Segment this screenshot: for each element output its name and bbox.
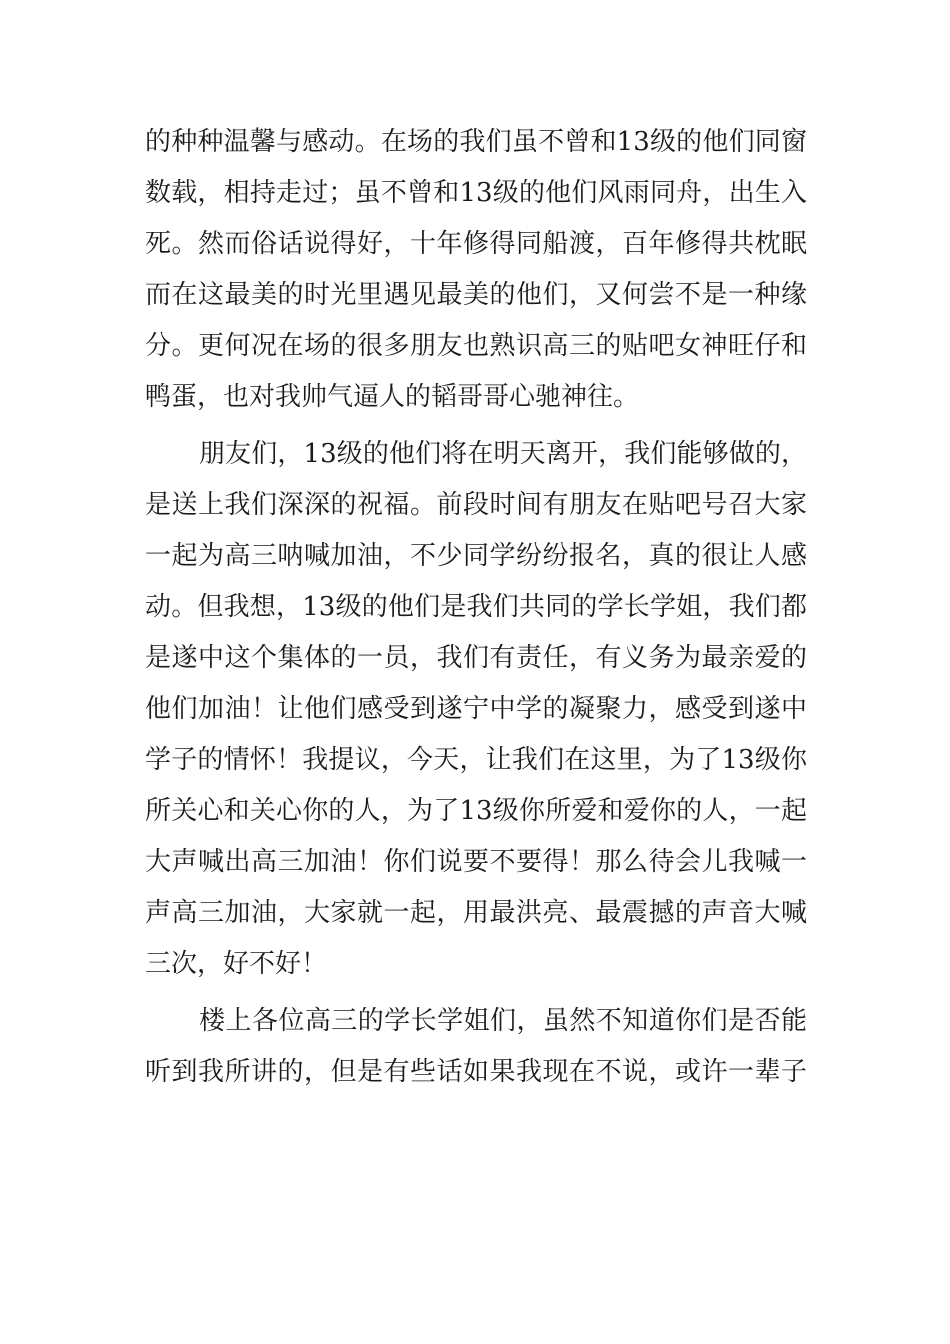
text-line: 声高三加油，大家就一起，用最洪亮、最震撼的声音大喊 — [145, 898, 807, 928]
text-line: 他们加油！让他们感受到遂宁中学的凝聚力，感受到遂中 — [145, 694, 807, 724]
text-line: 鸭蛋，也对我帅气逼人的韬哥哥心驰神往。 — [145, 382, 640, 412]
text-line: 死。然而俗话说得好，十年修得同船渡，百年修得共枕眠 — [145, 229, 807, 259]
paragraph-3 — [145, 996, 807, 1098]
paragraph-2 — [145, 429, 807, 990]
text-line: 动。但我想，13级的他们是我们共同的学长学姐，我们都 — [145, 592, 807, 622]
text-line: 数载，相持走过；虽不曾和13级的他们风雨同舟，出生入 — [145, 178, 807, 208]
text-line: 一起为高三呐喊加油，不少同学纷纷报名，真的很让人感 — [145, 541, 807, 571]
document-body — [145, 117, 807, 1098]
text-line: 学子的情怀！我提议，今天，让我们在这里，为了13级你 — [145, 745, 807, 775]
text-line: 所关心和关心你的人，为了13级你所爱和爱你的人，一起 — [145, 796, 807, 826]
text-line: 楼上各位高三的学长学姐们，虽然不知道你们是否能 — [199, 1006, 807, 1036]
text-line: 听到我所讲的，但是有些话如果我现在不说，或许一辈子 — [145, 1057, 807, 1087]
text-line: 大声喊出高三加油！你们说要不要得！那么待会儿我喊一 — [145, 847, 807, 877]
paragraph-1 — [145, 117, 807, 423]
text-line: 的种种温馨与感动。在场的我们虽不曾和13级的他们同窗 — [145, 127, 807, 157]
text-line: 朋友们，13级的他们将在明天离开，我们能够做的， — [199, 439, 807, 469]
text-line: 而在这最美的时光里遇见最美的他们，又何尝不是一种缘 — [145, 280, 807, 310]
text-line: 三次，好不好！ — [145, 949, 328, 979]
text-line: 分。更何况在场的很多朋友也熟识高三的贴吧女神旺仔和 — [145, 331, 807, 361]
text-line: 是遂中这个集体的一员，我们有责任，有义务为最亲爱的 — [145, 643, 807, 673]
text-line: 是送上我们深深的祝福。前段时间有朋友在贴吧号召大家 — [145, 490, 807, 520]
